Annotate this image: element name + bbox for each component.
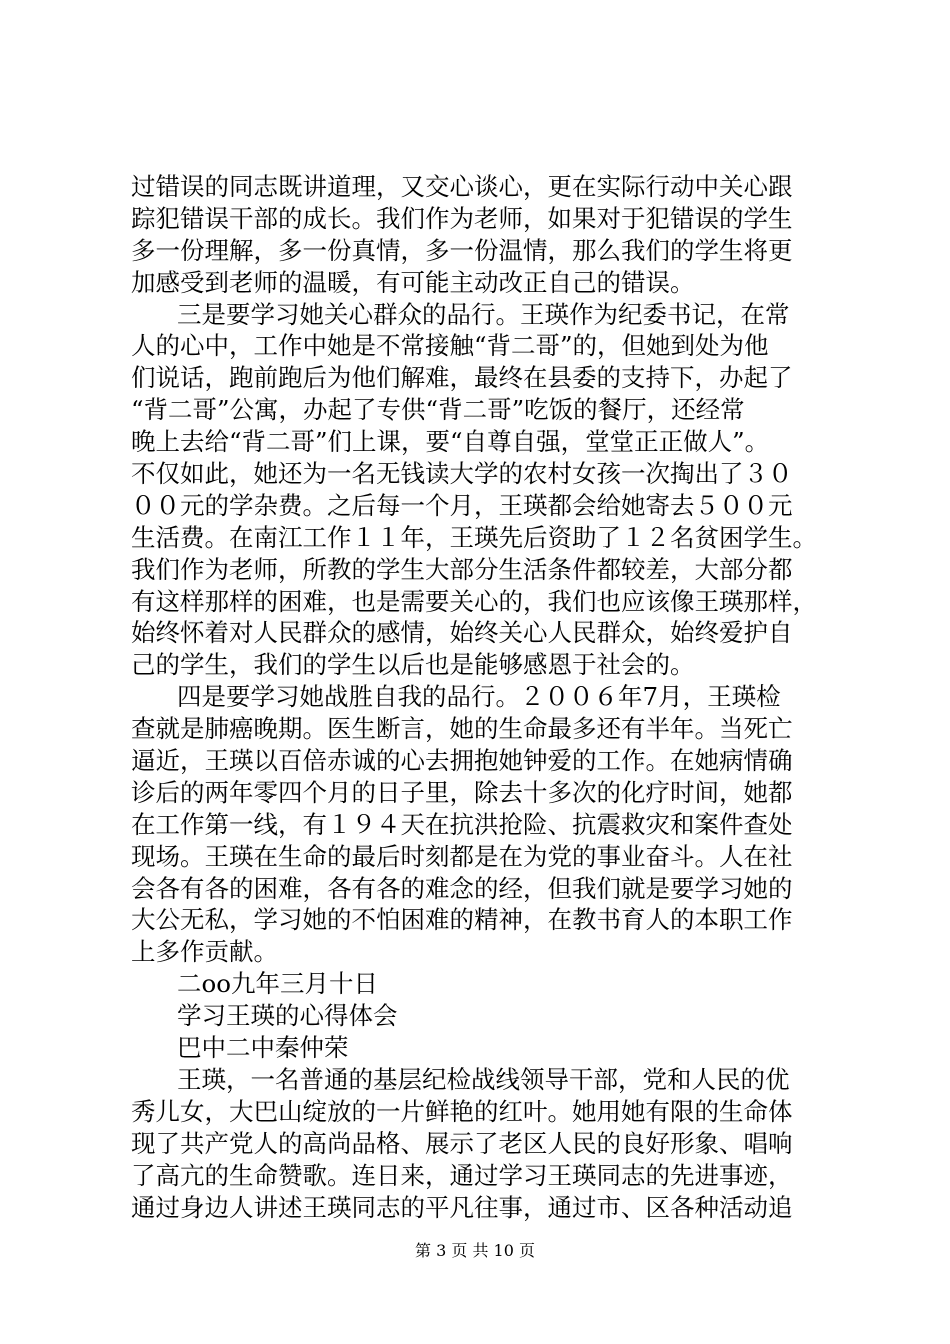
text-line: 会各有各的困难，各有各的难念的经，但我们就是要学习她的 bbox=[131, 873, 793, 903]
document-body bbox=[131, 171, 831, 1223]
text-line: 逼近，王瑛以百倍赤诚的心去拥抱她钟爱的工作。在她病情确 bbox=[131, 746, 793, 776]
text-line: 王瑛，一名普通的基层纪检战线领导干部，党和人民的优 bbox=[177, 1064, 790, 1094]
text-line: 四是要学习她战胜自我的品行。２００６年7月，王瑛检 bbox=[177, 682, 781, 712]
text-line: 踪犯错误干部的成长。我们作为老师，如果对于犯错误的学生 bbox=[131, 203, 793, 233]
text-line: “背二哥”公寓，办起了专供“背二哥”吃饭的餐厅，还经常 bbox=[131, 395, 745, 425]
text-line: 学习王瑛的心得体会 bbox=[177, 1001, 398, 1031]
text-line: 加感受到老师的温暖，有可能主动改正自己的错误。 bbox=[131, 267, 695, 297]
text-line: ００元的学杂费。之后每一个月，王瑛都会给她寄去５００元 bbox=[131, 490, 793, 520]
text-line: 我们作为老师，所教的学生大部分生活条件都较差，大部分都 bbox=[131, 554, 793, 584]
text-line: 巴中二中秦仲荣 bbox=[177, 1033, 349, 1063]
text-line: 上多作贡献。 bbox=[131, 937, 278, 967]
page-footer: 第 3 页 共 10 页 bbox=[415, 1241, 535, 1260]
text-line: 现场。王瑛在生命的最后时刻都是在为党的事业奋斗。人在社 bbox=[131, 841, 793, 871]
text-line: 晚上去给“背二哥”们上课，要“自尊自强，堂堂正正做人”。 bbox=[131, 427, 770, 457]
text-line: 二oo九年三月十日 bbox=[177, 969, 378, 999]
text-line: 己的学生，我们的学生以后也是能够感恩于社会的。 bbox=[131, 650, 695, 680]
text-line: 生活费。在南江工作１１年，王瑛先后资助了１２名贫困学生。 bbox=[131, 522, 817, 552]
text-line: 大公无私，学习她的不怕困难的精神，在教书育人的本职工作 bbox=[131, 905, 793, 935]
text-line: 了高亢的生命赞歌。连日来，通过学习王瑛同志的先进事迹， bbox=[131, 1160, 793, 1190]
text-line: 过错误的同志既讲道理，又交心谈心，更在实际行动中关心跟 bbox=[131, 172, 793, 201]
text-line: 们说话，跑前跑后为他们解难，最终在县委的支持下，办起了 bbox=[131, 363, 793, 393]
text-line: 三是要学习她关心群众的品行。王瑛作为纪委书记，在常 bbox=[177, 299, 790, 329]
text-line: 多一份理解，多一份真情，多一份温情，那么我们的学生将更 bbox=[131, 235, 793, 265]
text-line: 通过身边人讲述王瑛同志的平凡往事，通过市、区各种活动追 bbox=[131, 1192, 793, 1222]
text-line: 人的心中，工作中她是不常接触“背二哥”的，但她到处为他 bbox=[131, 331, 769, 361]
text-line: 现了共产党人的高尚品格、展示了老区人民的良好形象、唱响 bbox=[131, 1128, 793, 1158]
text-line: 有这样那样的困难，也是需要关心的，我们也应该像王瑛那样， bbox=[131, 586, 817, 616]
text-line: 不仅如此，她还为一名无钱读大学的农村女孩一次掏出了３０ bbox=[131, 459, 793, 489]
text-line: 秀儿女，大巴山绽放的一片鲜艳的红叶。她用她有限的生命体 bbox=[131, 1096, 793, 1126]
text-line: 诊后的两年零四个月的日子里，除去十多次的化疗时间，她都 bbox=[131, 777, 793, 807]
text-line: 始终怀着对人民群众的感情，始终关心人民群众，始终爱护自 bbox=[131, 618, 793, 648]
text-line: 查就是肺癌晚期。医生断言，她的生命最多还有半年。当死亡 bbox=[131, 714, 793, 744]
text-line: 在工作第一线，有１９４天在抗洪抢险、抗震救灾和案件查处 bbox=[131, 809, 793, 839]
